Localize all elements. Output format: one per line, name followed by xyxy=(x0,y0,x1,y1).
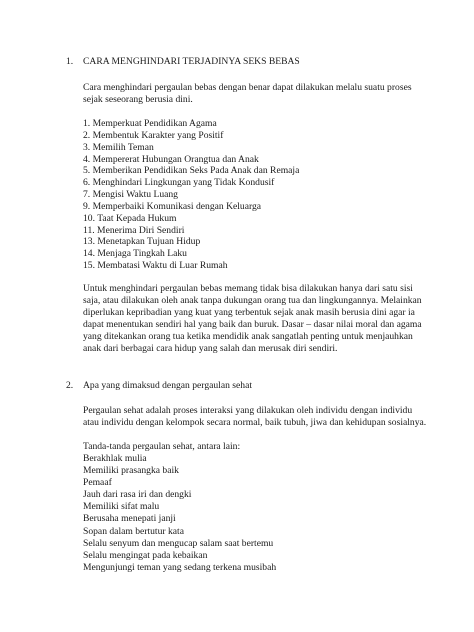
list-item: 14. Menjaga Tingkah Laku xyxy=(83,248,187,260)
list-item: Berusaha menepati janji xyxy=(83,513,176,525)
list-item: 13. Menetapkan Tujuan Hidup xyxy=(83,236,201,248)
list-item: 7. Mengisi Waktu Luang xyxy=(83,189,178,201)
list-item: Memiliki sifat malu xyxy=(83,501,160,513)
list-item: Mengunjungi teman yang sedang terkena musibah xyxy=(83,561,277,573)
list-item: 9. Memperbaiki Komunikasi dengan Keluarga xyxy=(83,200,262,212)
section1-paragraph-line-1: Untuk menghindari pergaulan bebas memang tidak bisa dilakukan hanya dari satu sisi xyxy=(83,283,413,294)
list-item: 3. Memilih Teman xyxy=(83,141,154,153)
list-item: Sopan dalam bertutur kata xyxy=(83,525,184,537)
section2-definition-line-2: atau individu dengan kelompok secara normal, baik tubuh, jiwa dan kehidupan sosialnya. xyxy=(83,417,427,428)
section1-paragraph-line-5: yang ditekankan orang tua ketika mendidik anak sangatlah penting untuk menjauhkan xyxy=(83,331,413,342)
section2-heading: Apa yang dimaksud dengan pergaulan sehat xyxy=(83,380,252,391)
section1-heading: CARA MENGHINDARI TERJADINYA SEKS BEBAS xyxy=(83,56,300,67)
section1-paragraph-line-2: saja, atau dilakukan oleh anak tanpa dukungan orang tua dan lingkungannya. Melainkan xyxy=(83,295,422,306)
list-item: 15. Membatasi Waktu di Luar Rumah xyxy=(83,260,228,272)
list-item: Pemaaf xyxy=(83,477,112,489)
section2-definition-line-1: Pergaulan sehat adalah proses interaksi yang dilakukan oleh individu dengan individu xyxy=(83,405,413,416)
list-item: 4. Mempererat Hubungan Orangtua dan Anak xyxy=(83,153,259,165)
list-item: Memiliki prasangka baik xyxy=(83,465,179,477)
section1-intro-line-1: Cara menghindari pergaulan bebas dengan benar dapat dilakukan melalu suatu proses xyxy=(83,82,412,93)
list-item: Berakhlak mulia xyxy=(83,453,147,464)
section1-paragraph-line-6: anak dari berbagai cara hidup yang salah dan merusak diri sendiri. xyxy=(83,343,338,354)
list-item: 2. Membentuk Karakter yang Positif xyxy=(83,129,224,141)
list-item: 6. Menghindari Lingkungan yang Tidak Kondusif xyxy=(83,177,275,189)
section2-signs-intro: Tanda-tanda pergaulan sehat, antara lain: xyxy=(83,441,241,452)
list-item: 5. Memberikan Pendidikan Seks Pada Anak dan Remaja xyxy=(83,165,300,177)
section1-paragraph-line-4: dapat menentukan sendiri hal yang baik dan buruk. Dasar – dasar nilai moral dan agama xyxy=(83,319,422,330)
list-item: 11. Menerima Diri Sendiri xyxy=(83,224,185,236)
list-item: Jauh dari rasa iri dan dengki xyxy=(83,489,192,501)
section1-list xyxy=(83,118,299,272)
section1-paragraph-line-3: diperlukan kepribadian yang kuat yang terbentuk sejak anak masih berusia dini agar ia xyxy=(83,307,415,318)
section2-number: 2. xyxy=(66,380,74,391)
section1-intro-line-2: sejak seseorang berusia dini. xyxy=(83,94,193,105)
list-item: Selalu senyum dan mengucap salam saat bertemu xyxy=(83,537,274,549)
section2-signs-list xyxy=(83,453,276,574)
list-item: Selalu mengingat pada kebaikan xyxy=(83,549,208,561)
section1-number: 1. xyxy=(66,56,74,67)
list-item: 10. Taat Kepada Hukum xyxy=(83,212,177,224)
list-item: 1. Memperkuat Pendidikan Agama xyxy=(83,118,217,129)
